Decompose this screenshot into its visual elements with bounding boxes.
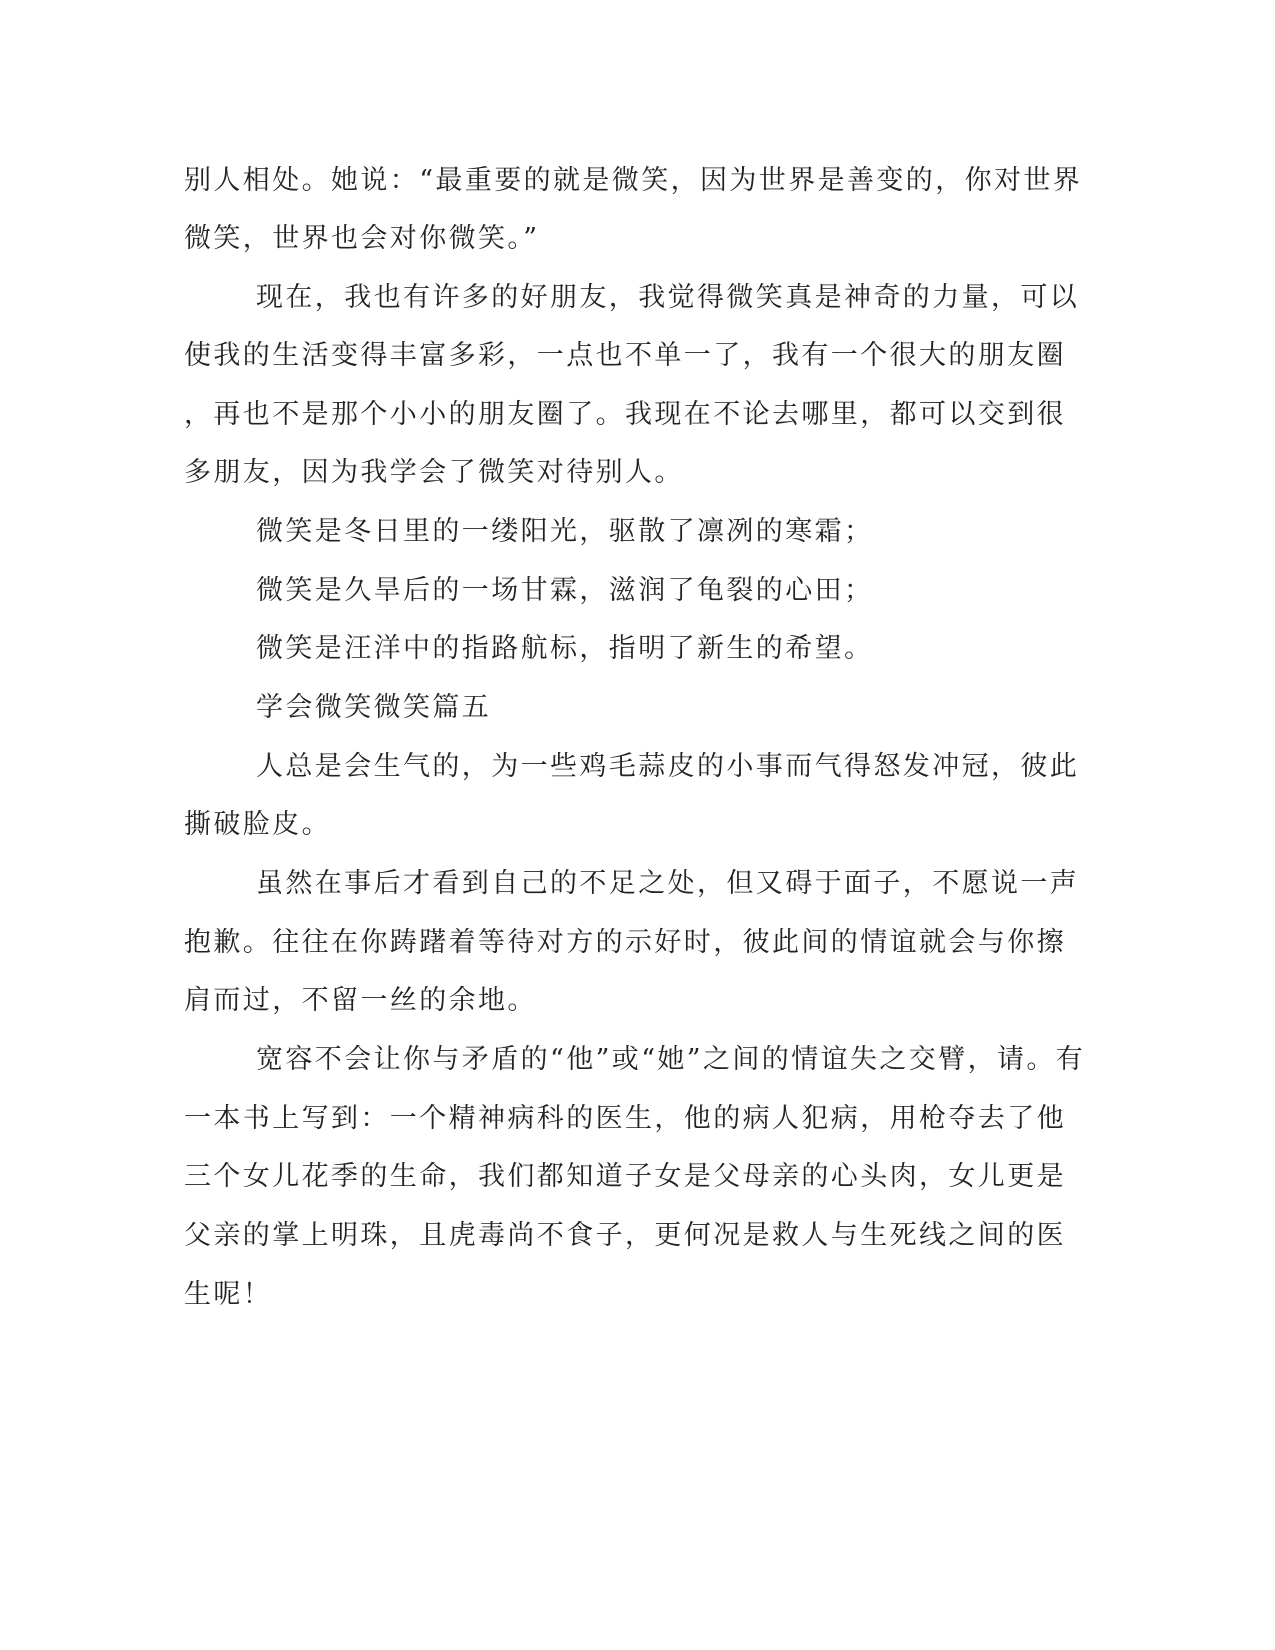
text-line: 三个女儿花季的生命，我们都知道子女是父母亲的心头肉，女儿更是 <box>184 1161 1066 1192</box>
text-line: 微笑是久旱后的一场甘霖，滋润了龟裂的心田； <box>256 575 874 606</box>
text-line: 微笑是汪洋中的指路航标，指明了新生的希望。 <box>256 633 874 664</box>
text-line: 虽然在事后才看到自己的不足之处，但又碍于面子，不愿说一声 <box>256 868 1080 899</box>
text-line: 一本书上写到：一个精神病科的医生，他的病人犯病，用枪夺去了他 <box>184 1103 1066 1134</box>
text-line: 生呢！ <box>184 1279 273 1310</box>
text-line: 撕破脸皮。 <box>184 809 331 840</box>
text-line: 微笑是冬日里的一缕阳光，驱散了凛冽的寒霜； <box>256 516 874 547</box>
text-line: 宽容不会让你与矛盾的“他”或“她”之间的情谊失之交臂，请。有 <box>256 1044 1086 1075</box>
text-line: 人总是会生气的，为一些鸡毛蒜皮的小事而气得怒发冲冠，彼此 <box>256 751 1080 782</box>
text-line: 多朋友，因为我学会了微笑对待别人。 <box>184 457 684 488</box>
text-line: 微笑，世界也会对你微笑。” <box>184 223 540 254</box>
text-line: 现在，我也有许多的好朋友，我觉得微笑真是神奇的力量，可以 <box>256 282 1080 313</box>
text-line: 父亲的掌上明珠，且虎毒尚不食子，更何况是救人与生死线之间的医 <box>184 1220 1066 1251</box>
text-line: 使我的生活变得丰富多彩，一点也不单一了，我有一个很大的朋友圈 <box>184 340 1066 371</box>
text-line: 抱歉。往往在你踌躇着等待对方的示好时，彼此间的情谊就会与你擦 <box>184 927 1066 958</box>
text-line: ，再也不是那个小小的朋友圈了。我现在不论去哪里，都可以交到很 <box>184 399 1066 430</box>
section-heading: 学会微笑微笑篇五 <box>256 692 492 723</box>
text-line: 别人相处。她说：“最重要的就是微笑，因为世界是善变的，你对世界 <box>184 165 1083 196</box>
text-line: 肩而过，不留一丝的余地。 <box>184 985 537 1016</box>
